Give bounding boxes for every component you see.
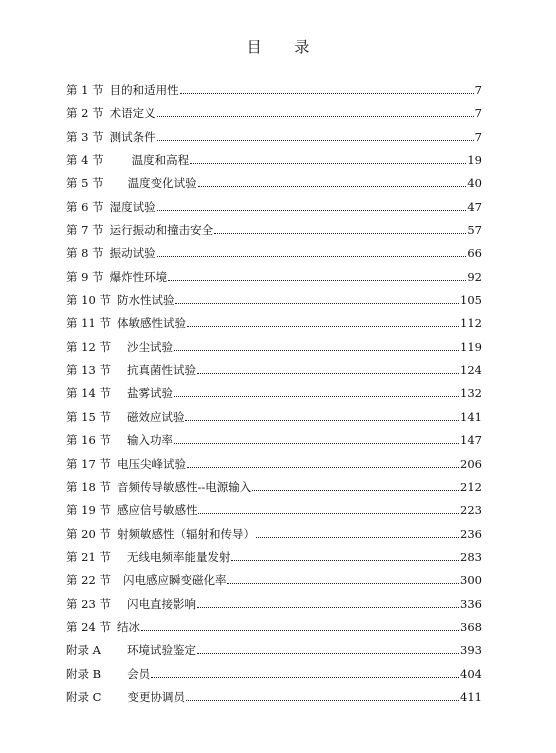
toc-dot-leader	[180, 79, 474, 94]
toc-dot-leader	[157, 242, 467, 257]
toc-entry-page-number: 336	[460, 596, 482, 611]
toc-entry-number: 第 6 节	[66, 199, 104, 214]
toc-entry-page-number: 119	[460, 339, 482, 354]
toc-entry[interactable]	[66, 569, 482, 592]
toc-entry-page-number: 404	[460, 666, 482, 681]
toc-entry-page-number: 147	[460, 433, 482, 448]
toc-entry-number: 第 9 节	[66, 269, 104, 284]
toc-entry-page-number: 19	[467, 153, 482, 168]
toc-entry-page-number: 368	[460, 619, 482, 634]
toc-entry-number: 第 2 节	[66, 106, 104, 121]
page-title: 目 录	[246, 38, 324, 56]
toc-dot-leader	[256, 523, 459, 538]
toc-entry-title: 温度和高程	[131, 153, 190, 168]
toc-entry[interactable]	[66, 453, 482, 476]
toc-entry-title: 运行振动和撞击安全	[109, 223, 214, 238]
toc-entry-title: 测试条件	[109, 129, 156, 144]
toc-dot-leader	[197, 639, 459, 654]
toc-dot-leader	[198, 172, 467, 187]
toc-entry[interactable]	[66, 242, 482, 265]
toc-dot-leader	[198, 499, 459, 514]
toc-entry-number: 第 13 节	[66, 363, 111, 378]
toc-entry-title: 结冰	[116, 619, 140, 634]
toc-entry-title: 无线电频率能量发射	[126, 549, 231, 564]
toc-entry[interactable]	[66, 312, 482, 335]
toc-entry-number: 附录 C	[66, 689, 102, 704]
toc-entry-title: 湿度试验	[109, 199, 156, 214]
toc-entry-number: 第 21 节	[66, 549, 111, 564]
toc-entry-number: 第 4 节	[66, 153, 104, 168]
toc-entry-number: 第 11 节	[66, 316, 111, 331]
toc-entry-number: 第 17 节	[66, 456, 111, 471]
toc-entry[interactable]	[66, 79, 482, 102]
toc-dot-leader	[174, 382, 459, 397]
toc-entry-title: 射频敏感性（辐射和传导）	[116, 526, 255, 541]
toc-entry[interactable]	[66, 663, 482, 686]
toc-entry-title: 音频传导敏感性--电源输入	[116, 479, 252, 494]
toc-dot-leader	[174, 429, 459, 444]
toc-entry[interactable]	[66, 382, 482, 405]
toc-dot-leader	[175, 289, 459, 304]
toc-dot-leader	[174, 336, 459, 351]
toc-entry-number: 附录 A	[66, 643, 101, 658]
toc-entry-page-number: 283	[460, 549, 482, 564]
toc-entry-number: 第 22 节	[66, 573, 111, 588]
toc-entry-title: 输入功率	[126, 433, 173, 448]
toc-entry[interactable]	[66, 219, 482, 242]
toc-entry-number: 第 24 节	[66, 619, 111, 634]
toc-entry[interactable]	[66, 593, 482, 616]
toc-entry-number: 第 18 节	[66, 479, 111, 494]
toc-dot-leader	[185, 406, 459, 421]
toc-dot-leader	[197, 593, 459, 608]
toc-entry-title: 目的和适用性	[109, 83, 179, 97]
toc-entry-title: 抗真菌性试验	[126, 363, 196, 378]
toc-entry[interactable]	[66, 429, 482, 452]
toc-entry-page-number: 47	[467, 199, 482, 214]
toc-entry-number: 第 15 节	[66, 409, 111, 424]
toc-entry[interactable]	[66, 336, 482, 359]
toc-entry-page-number: 57	[467, 223, 482, 238]
toc-dot-leader	[187, 453, 459, 468]
toc-entry[interactable]	[66, 172, 482, 195]
toc-entry-number: 第 12 节	[66, 339, 111, 354]
toc-entry-page-number: 7	[474, 83, 482, 97]
toc-entry[interactable]	[66, 406, 482, 429]
toc-entry[interactable]	[66, 639, 482, 662]
toc-dot-leader	[227, 569, 459, 584]
toc-entry-number: 第 5 节	[66, 176, 104, 191]
toc-entry-title: 闪电直接影响	[126, 596, 196, 611]
toc-dot-leader	[214, 219, 466, 234]
toc-entry-title: 感应信号敏感性	[116, 503, 198, 518]
toc-entry-title: 振动试验	[109, 246, 156, 261]
toc-entry-title: 盐雾试验	[126, 386, 173, 401]
toc-entry-number: 第 14 节	[66, 386, 111, 401]
toc-entry-page-number: 40	[467, 176, 482, 191]
toc-entry-title: 电压尖峰试验	[116, 456, 186, 471]
toc-dot-leader	[168, 266, 466, 281]
toc-entry-title: 环境试验鉴定	[126, 643, 196, 658]
toc-entry-number: 第 19 节	[66, 503, 111, 518]
toc-entry-page-number: 92	[467, 269, 482, 284]
toc-dot-leader	[186, 686, 459, 701]
toc-entry-title: 爆炸性环境	[109, 269, 168, 284]
toc-dot-leader	[141, 616, 459, 631]
toc-dot-leader	[197, 359, 459, 374]
toc-entry[interactable]	[66, 126, 482, 149]
toc-entry-number: 第 16 节	[66, 433, 111, 448]
toc-entry-page-number: 7	[474, 129, 482, 144]
toc-dot-leader	[151, 663, 459, 678]
toc-entry-page-number: 112	[460, 316, 482, 331]
toc-dot-leader	[157, 196, 467, 211]
toc-entry-title: 防水性试验	[116, 293, 175, 308]
toc-entry[interactable]	[66, 499, 482, 522]
toc-entry-page-number: 212	[460, 479, 482, 494]
toc-dot-leader	[187, 312, 459, 327]
toc-entry-title: 体敏感性试验	[116, 316, 186, 331]
toc-entry-page-number: 7	[474, 106, 482, 121]
toc-entry-number: 第 8 节	[66, 246, 104, 261]
toc-entry-title: 闪电感应瞬变磁化率	[122, 573, 227, 588]
toc-entry-page-number: 141	[460, 409, 482, 424]
toc-entry-title: 术语定义	[109, 106, 156, 121]
toc-entry-page-number: 132	[460, 386, 482, 401]
toc-entry-title: 会员	[127, 666, 151, 681]
toc-entry-page-number: 393	[460, 643, 482, 658]
toc-entry[interactable]	[66, 686, 482, 709]
toc-entry-page-number: 411	[460, 689, 482, 704]
toc-entry-page-number: 105	[460, 293, 482, 308]
toc-entry-number: 第 10 节	[66, 293, 111, 308]
toc-entry[interactable]	[66, 523, 482, 546]
toc-entry-title: 沙尘试验	[126, 339, 173, 354]
toc-dot-leader	[252, 476, 459, 491]
toc-entry[interactable]	[66, 102, 482, 125]
toc-entry-page-number: 124	[460, 363, 482, 378]
toc-entry-number: 第 7 节	[66, 223, 104, 238]
toc-dot-leader	[157, 102, 474, 117]
toc-entry-page-number: 223	[460, 503, 482, 518]
toc-entry[interactable]	[66, 196, 482, 219]
toc-entry[interactable]	[66, 616, 482, 639]
toc-entry[interactable]	[66, 476, 482, 499]
toc-entry-page-number: 66	[467, 246, 482, 261]
table-of-contents	[66, 79, 482, 709]
toc-entry-page-number: 236	[460, 526, 482, 541]
toc-entry[interactable]	[66, 359, 482, 382]
toc-entry-number: 第 3 节	[66, 129, 104, 144]
toc-entry[interactable]	[66, 149, 482, 172]
toc-entry[interactable]	[66, 266, 482, 289]
toc-entry-page-number: 206	[460, 456, 482, 471]
toc-entry-number: 第 20 节	[66, 526, 111, 541]
toc-entry-number: 附录 B	[66, 666, 102, 681]
toc-entry-number: 第 23 节	[66, 596, 111, 611]
toc-entry[interactable]	[66, 289, 482, 312]
toc-entry[interactable]	[66, 546, 482, 569]
toc-dot-leader	[231, 546, 459, 561]
toc-dot-leader	[157, 126, 474, 141]
toc-entry-page-number: 300	[460, 573, 482, 588]
toc-entry-title: 变更协调员	[127, 689, 185, 704]
toc-entry-title: 温度变化试验	[127, 176, 197, 191]
toc-entry-number: 第 1 节	[66, 83, 104, 97]
toc-dot-leader	[190, 149, 466, 164]
toc-entry-title: 磁效应试验	[126, 409, 185, 424]
